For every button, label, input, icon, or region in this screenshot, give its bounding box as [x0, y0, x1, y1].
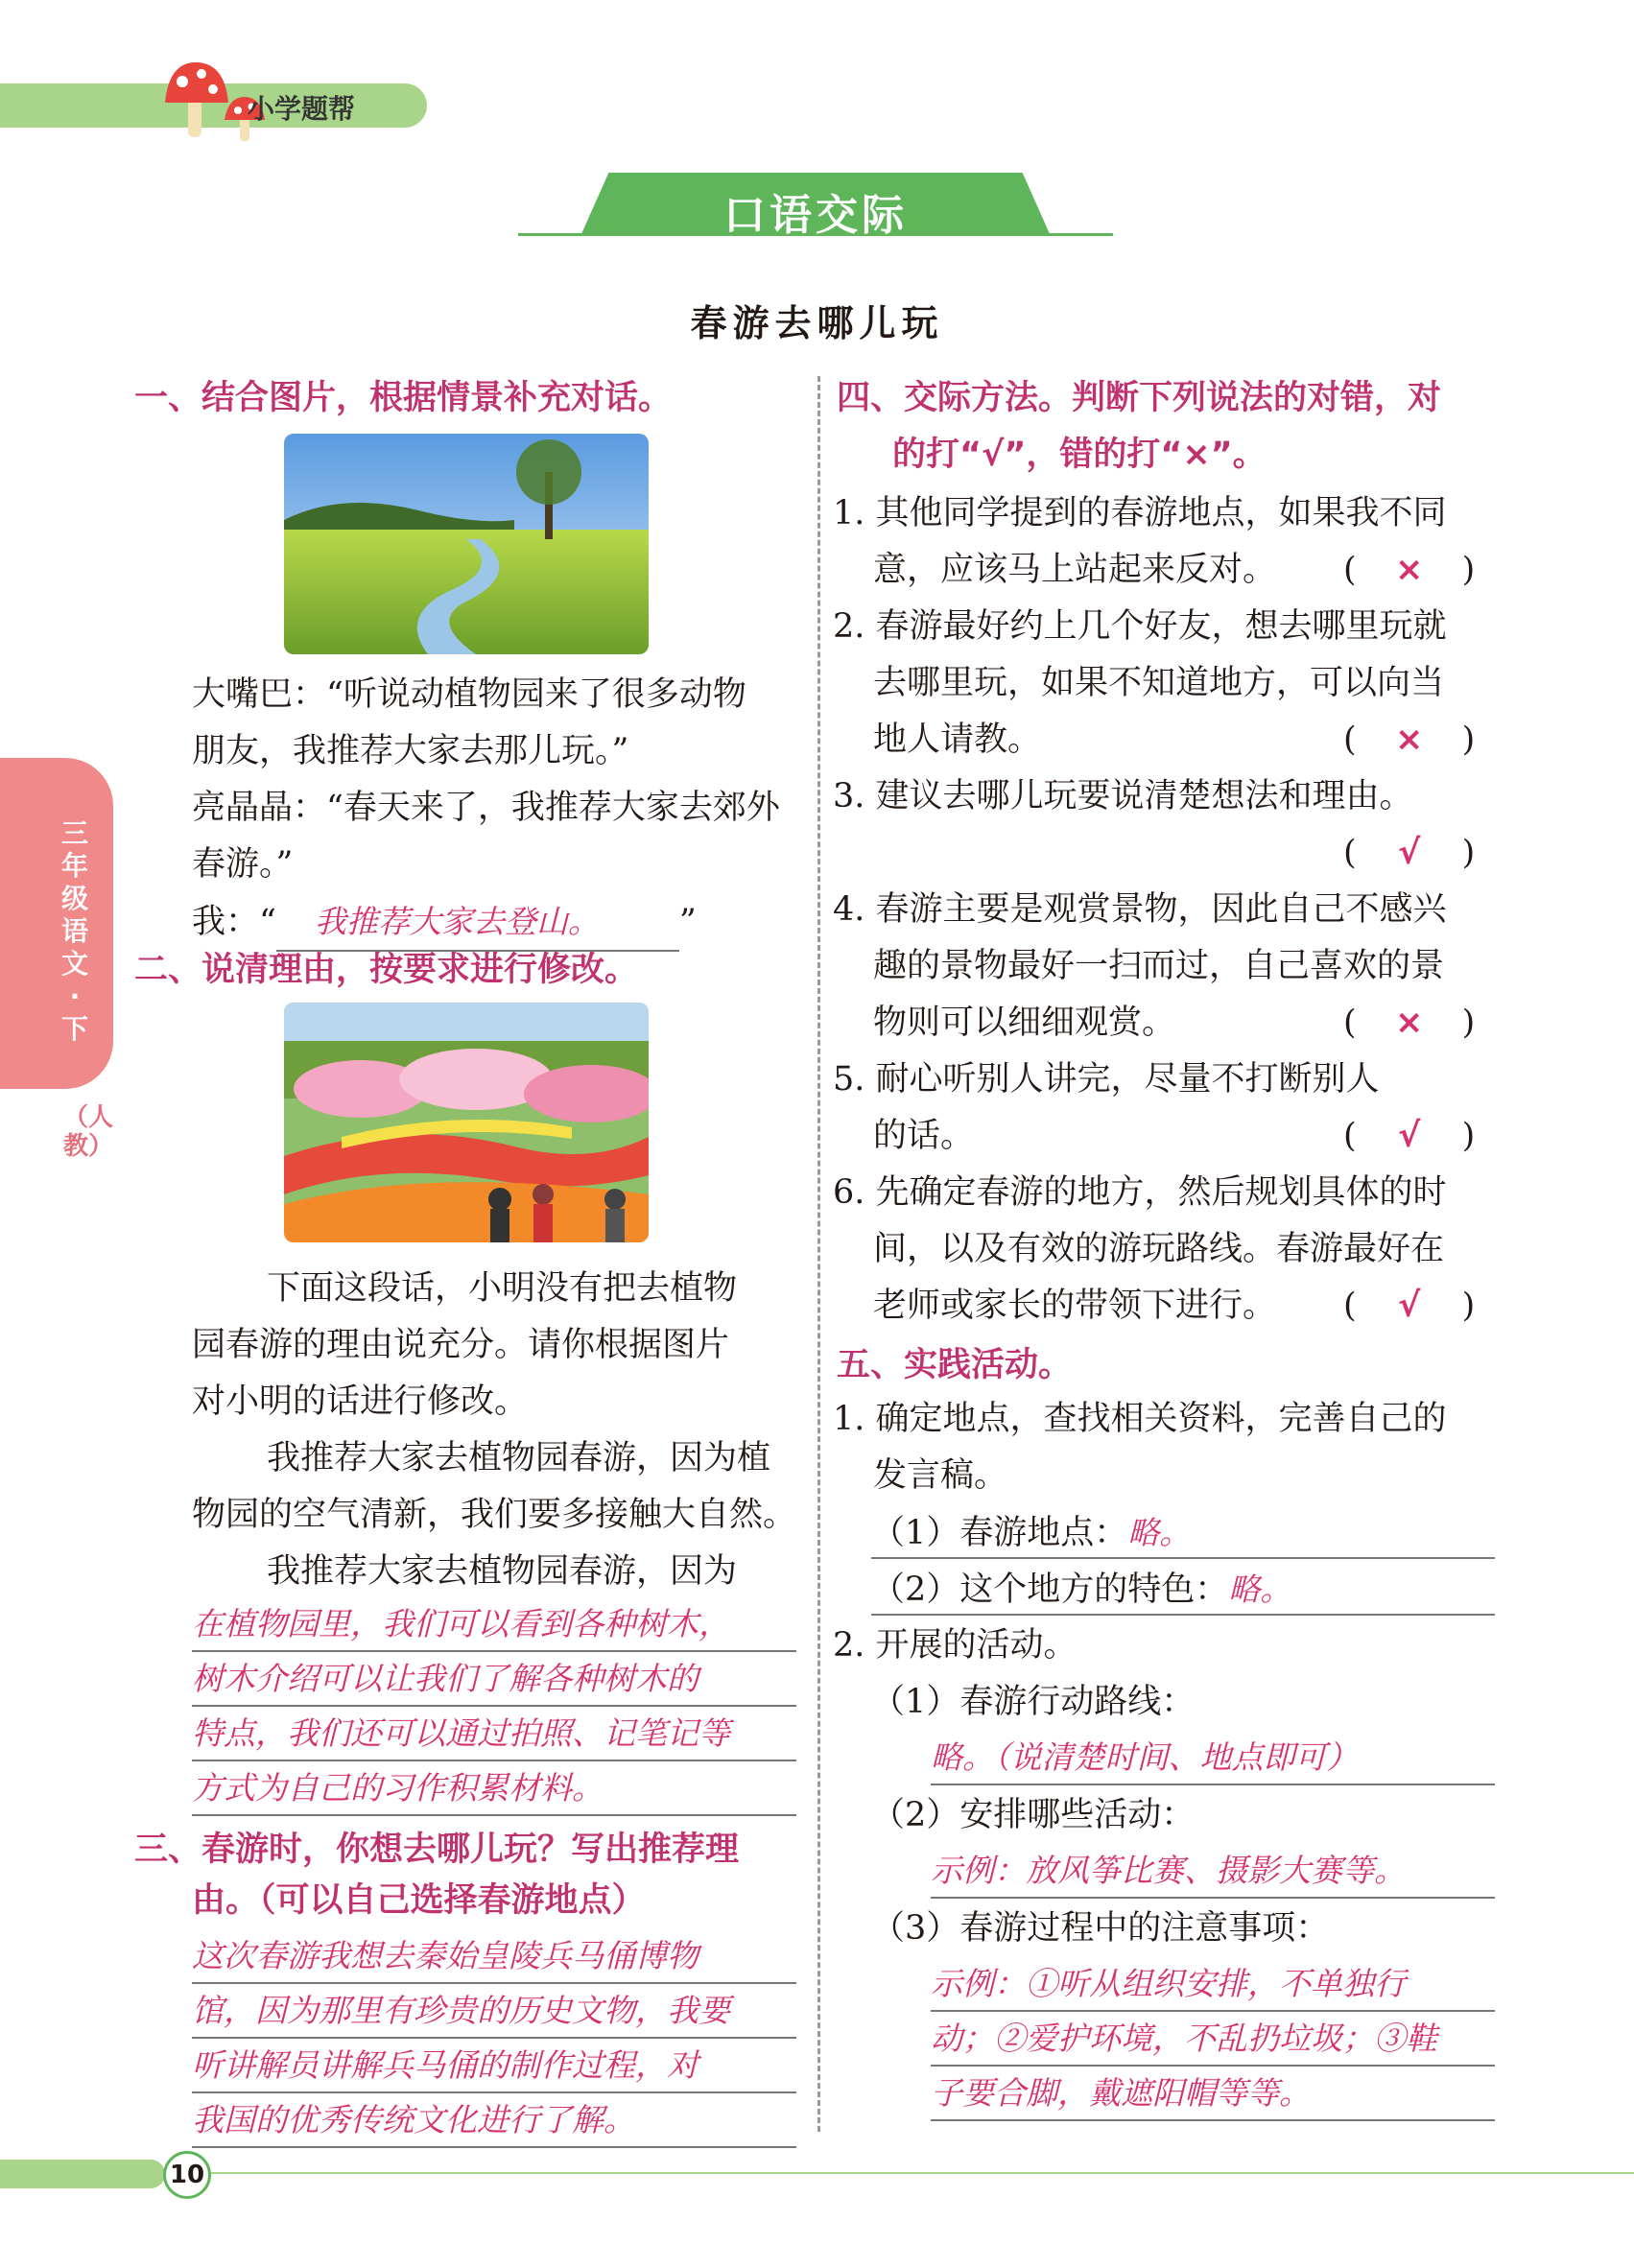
q4-item-1-mark: ×: [1394, 551, 1424, 589]
q3-answer-line-1: 这次春游我想去秦始皇陵兵马俑博物: [192, 1929, 796, 1984]
q4-item-4-line-2: 趣的景物最好一扫而过，自己喜欢的景: [873, 947, 1445, 985]
q4-item-5-line-2: 的话。: [873, 1117, 975, 1155]
q5-sub1-line: [871, 1504, 1495, 1559]
q5-sub2-answer: 略。: [1228, 1571, 1292, 1608]
q5-route-answer: 略。（说清楚时间、地点即可）: [931, 1731, 1495, 1785]
q4-item-4-mark: ×: [1394, 1004, 1424, 1042]
q2-answer-line-2: 树木介绍可以让我们了解各种树木的: [192, 1652, 796, 1707]
q4-item-2-line-3: 地人请教。: [873, 721, 1042, 759]
q1-line-4: 春游。”: [192, 845, 294, 884]
q5-activities-answer: 示例：放风筝比赛、摄影大赛等。: [931, 1844, 1495, 1899]
q4-item-6-mark: √: [1397, 1287, 1421, 1325]
q4-item-1-line-2: 意，应该马上站起来反对。: [873, 551, 1277, 589]
photo-meadow-stream: [284, 434, 649, 654]
q2-original-1: 我推荐大家去植物园春游，因为植: [267, 1439, 771, 1477]
q4-item-3-mark: √: [1397, 834, 1421, 872]
q1-me-answer: 我推荐大家去登山。: [276, 893, 679, 952]
q1-heading: 一、结合图片，根据情景补充对话。: [134, 379, 673, 417]
q3-heading-2: 由。（可以自己选择春游地点）: [192, 1881, 646, 1920]
q4-item-3-bracket: ( √ ): [1343, 825, 1475, 882]
q3-heading-1: 三、春游时，你想去哪儿玩？写出推荐理: [134, 1831, 740, 1869]
q4-item-6-bracket: ( √ ): [1343, 1278, 1475, 1335]
q4-item-4-bracket: ( × ): [1343, 995, 1475, 1051]
q5-notes-answer-3: 子要合脚，戴遮阳帽等等。: [931, 2067, 1495, 2121]
q1-me-prefix: 我：“: [192, 903, 276, 941]
q3-answer-line-4: 我国的优秀传统文化进行了解。: [192, 2093, 796, 2148]
q2-original-2: 物园的空气清新，我们要多接触大自然。: [192, 1496, 797, 1534]
q4-item-5-bracket: ( √ ): [1343, 1108, 1475, 1165]
brand-name: 小学题帮: [248, 93, 356, 125]
q4-item-2-line-1: 2. 春游最好约上几个好友，想去哪里玩就: [833, 607, 1447, 646]
q1-line-2: 朋友，我推荐大家去那儿玩。”: [192, 732, 629, 770]
q4-item-2-mark: ×: [1394, 721, 1424, 759]
footer-line: [165, 2172, 1634, 2174]
q5-activities-label: （2）安排哪些活动：: [871, 1796, 1196, 1834]
side-tab-grade: 三年级语文·下: [60, 817, 88, 1045]
q4-heading-1: 四、交际方法。判断下列说法的对错，对: [837, 379, 1442, 417]
q4-item-6-line-1: 6. 先确定春游的地方，然后规划具体的时: [833, 1173, 1447, 1212]
q4-item-3-line-1: 3. 建议去哪儿玩要说清楚想法和理由。: [833, 777, 1413, 815]
q2-rewrite-prefix: 我推荐大家去植物园春游，因为: [267, 1552, 738, 1591]
q5-sub2-line: [871, 1561, 1495, 1616]
q4-item-1-line-1: 1. 其他同学提到的春游地点，如果我不同: [833, 494, 1447, 532]
q2-heading: 二、说清理由，按要求进行修改。: [134, 951, 639, 989]
q4-item-4-line-3: 物则可以细细观赏。: [873, 1004, 1176, 1042]
section-title: 口语交际: [723, 191, 908, 240]
q1-me-suffix: ”: [678, 903, 697, 941]
q1-line-1: 大嘴巴：“听说动植物园来了很多动物: [192, 675, 746, 714]
lesson-subtitle: 春游去哪儿玩: [690, 301, 944, 344]
q4-item-2-line-2: 去哪里玩，如果不知道地方，可以向当: [873, 664, 1445, 702]
q5-sub2-label: （2）这个地方的特色：: [871, 1571, 1229, 1609]
q5-notes-answer-2: 动；②爱护环境，不乱扔垃圾；③鞋: [931, 2012, 1495, 2067]
q4-item-6-line-3: 老师或家长的带领下进行。: [873, 1287, 1277, 1325]
column-divider: [817, 376, 820, 2132]
footer-bar: [0, 2160, 165, 2188]
q5-notes-answer-1: 示例：①听从组织安排，不单独行: [931, 1957, 1495, 2012]
q2-intro-3: 对小明的话进行修改。: [192, 1382, 529, 1421]
q2-answer-line-3: 特点，我们还可以通过拍照、记笔记等: [192, 1707, 796, 1761]
q5-item2: 2. 开展的活动。: [833, 1626, 1077, 1665]
q4-heading-2: 的打“√”，错的打“×”。: [892, 436, 1267, 474]
q2-answer-line-4: 方式为自己的习作积累材料。: [192, 1761, 796, 1816]
q5-sub1-answer: 略。: [1127, 1514, 1192, 1551]
q1-me-line: [192, 893, 697, 952]
q5-item1-line-1: 1. 确定地点，查找相关资料，完善自己的: [833, 1400, 1447, 1438]
q4-item-5-mark: √: [1397, 1117, 1421, 1155]
q3-answer-line-2: 馆，因为那里有珍贵的历史文物，我要: [192, 1984, 796, 2039]
q5-notes-label: （3）春游过程中的注意事项：: [871, 1909, 1330, 1948]
side-tab: [0, 758, 113, 1089]
photo-flower-garden: [284, 1003, 649, 1242]
q3-answer-line-3: 听讲解员讲解兵马俑的制作过程，对: [192, 2039, 796, 2093]
q2-answer-line-1: 在植物园里，我们可以看到各种树木，: [192, 1597, 796, 1652]
q5-sub1-label: （1）春游地点：: [871, 1514, 1128, 1552]
side-tab-edition: （人教）: [63, 1103, 114, 1161]
q4-item-6-line-2: 间，以及有效的游玩路线。春游最好在: [873, 1230, 1445, 1268]
q4-item-5-line-1: 5. 耐心听别人讲完，尽量不打断别人: [833, 1060, 1380, 1099]
q4-item-2-bracket: ( × ): [1343, 712, 1475, 768]
q5-heading: 五、实践活动。: [837, 1346, 1073, 1384]
q5-item1-line-2: 发言稿。: [873, 1456, 1008, 1495]
q4-item-1-bracket: ( × ): [1343, 542, 1475, 599]
q2-intro-1: 下面这段话，小明没有把去植物: [267, 1269, 738, 1308]
q4-item-4-line-1: 4. 春游主要是观赏景物，因此自己不感兴: [833, 890, 1447, 929]
q1-line-3: 亮晶晶：“春天来了，我推荐大家去郊外: [192, 789, 780, 827]
q2-intro-2: 园春游的理由说充分。请你根据图片: [192, 1326, 730, 1364]
q5-route-label: （1）春游行动路线：: [871, 1683, 1196, 1721]
page-number: 10: [163, 2151, 211, 2199]
